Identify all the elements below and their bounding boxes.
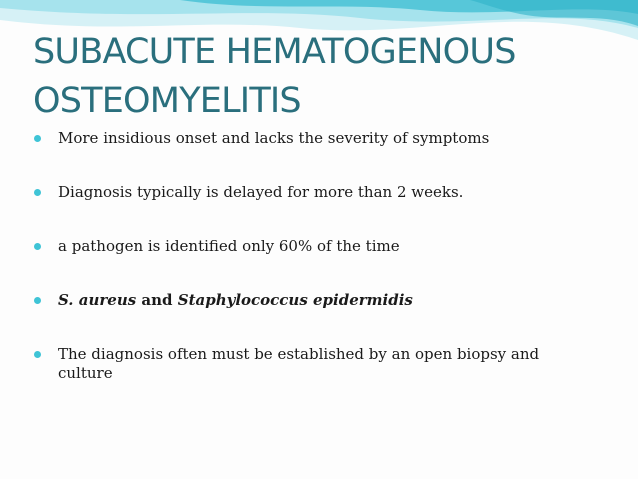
bullet-item [34, 183, 574, 202]
bullet-text: The diagnosis often must be established by an open biopsy and culture [58, 345, 540, 382]
bullet-item [34, 237, 574, 256]
organism-name-1: S. aureus [58, 291, 137, 309]
bullet-item [34, 129, 574, 148]
organism-name-2: Staphylococcus epidermidis [177, 291, 413, 309]
bullet-marker-icon [34, 351, 41, 358]
bullet-text: a pathogen is identified only 60% of the time [58, 237, 400, 255]
title-line-2: OSTEOMYELITIS [33, 81, 301, 121]
bullet-marker-icon [34, 135, 41, 142]
bullet-marker-icon [34, 297, 41, 304]
bullet-marker-icon [34, 189, 41, 196]
bullet-text: More insidious onset and lacks the severity of symptoms [58, 129, 490, 147]
bullet-item [34, 291, 574, 310]
bullet-text: Diagnosis typically is delayed for more than 2 weeks. [58, 183, 464, 201]
title-line-1: SUBACUTE HEMATOGENOUS [33, 32, 516, 72]
bullet-text [58, 291, 574, 310]
conjunction-text: and [136, 291, 178, 309]
bullet-item [34, 345, 574, 383]
slide-title [33, 28, 623, 126]
bullet-marker-icon [34, 243, 41, 250]
